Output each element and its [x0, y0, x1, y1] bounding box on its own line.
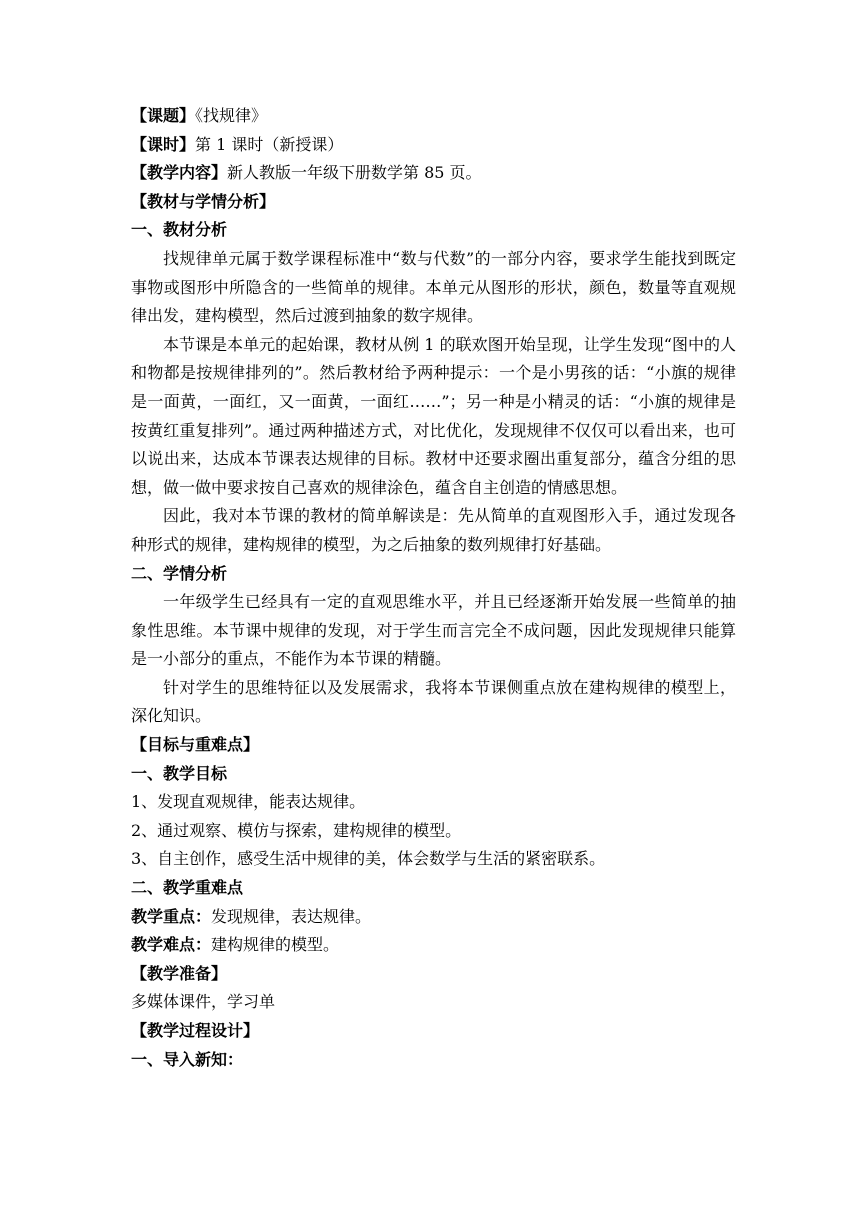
- preparation-value: 多媒体课件，学习单: [131, 992, 276, 1012]
- key-difficulty-heading: 二、教学重难点: [131, 878, 244, 898]
- textbook-analysis-paragraph-2: 本节课是本单元的起始课，教材从例 1 的联欢图开始呈现，让学生发现“图中的人和物都是按规律排列的”。然后教材给予两种提示：一个是小男孩的话：“小旗的规律是一面黄，一面红，又一面黄，一面红……”；另一种是小精灵的话：“小旗的规律是按黄红重复排列”。通过两种描述方式，对比优化，发现规律不仅仅可以看出来，也可以说出来，达成本节课表达规律的目标。教材中还要求圈出重复部分，蕴含分组的思想，做一做中要求按自己喜欢的规律涂色，蕴含自主创造的情感思想。: [131, 334, 736, 497]
- textbook-analysis-heading: 一、教材分析: [131, 220, 228, 240]
- difficulty-label: 教学难点：: [131, 935, 212, 955]
- key-point-line: [131, 903, 736, 932]
- key-point-label: 教学重点：: [131, 906, 212, 926]
- topic-line: [131, 102, 736, 131]
- analysis-heading: 【教材与学情分析】: [131, 191, 276, 211]
- topic-label: 【课题】: [131, 106, 196, 125]
- content-label: 【教学内容】: [131, 163, 228, 183]
- period-label: 【课时】: [131, 134, 196, 154]
- process-heading: 【教学过程设计】: [131, 1021, 260, 1040]
- difficulty-value: 建构规律的模型。: [211, 935, 340, 955]
- preparation-heading: 【教学准备】: [131, 963, 228, 983]
- introduction-heading: 一、导入新知：: [131, 1049, 244, 1069]
- textbook-analysis-paragraph-1: 找规律单元属于数学课程标准中“数与代数”的一部分内容，要求学生能找到既定事物或图形中所隐含的一些简单的规律。本单元从图形的形状，颜色，数量等直观规律出发，建构模型，然后过渡到抽象的数字规律。: [131, 248, 736, 326]
- goal-item-3: 3、自主创作，感受生活中规律的美，体会数学与生活的紧密联系。: [131, 849, 606, 869]
- goal-item-1: 1、发现直观规律，能表达规律。: [131, 792, 366, 812]
- goals-heading: 【目标与重难点】: [131, 735, 260, 755]
- period-value: 第 1 课时（新授课）: [195, 134, 344, 154]
- difficulty-line: [131, 931, 736, 960]
- textbook-analysis-paragraph-3: 因此，我对本节课的教材的简单解读是：先从简单的直观图形入手，通过发现各种形式的规律，建构规律的模型，为之后抽象的数列规律打好基础。: [131, 506, 736, 554]
- period-line: [131, 131, 736, 160]
- lesson-plan-document: [131, 102, 736, 1074]
- content-line: [131, 159, 736, 188]
- goal-item-2: 2、通过观察、模仿与探索，建构规律的模型。: [131, 820, 462, 840]
- student-analysis-paragraph-1: 一年级学生已经具有一定的直观思维水平，并且已经逐渐开始发展一些简单的抽象性思维。本节课中规律的发现，对于学生而言完全不成问题，因此发现规律只能算是一小部分的重点，不能作为本节课的精髓。: [131, 592, 736, 669]
- teaching-goals-heading: 一、教学目标: [131, 763, 228, 783]
- key-point-value: 发现规律，表达规律。: [211, 906, 372, 926]
- student-analysis-paragraph-2: 针对学生的思维特征以及发展需求，我将本节课侧重点放在建构规律的模型上，深化知识。: [131, 677, 736, 726]
- topic-value: 《找规律》: [195, 106, 268, 125]
- content-value: 新人教版一年级下册数学第 85 页。: [227, 163, 482, 183]
- student-analysis-heading: 二、学情分析: [131, 563, 228, 583]
